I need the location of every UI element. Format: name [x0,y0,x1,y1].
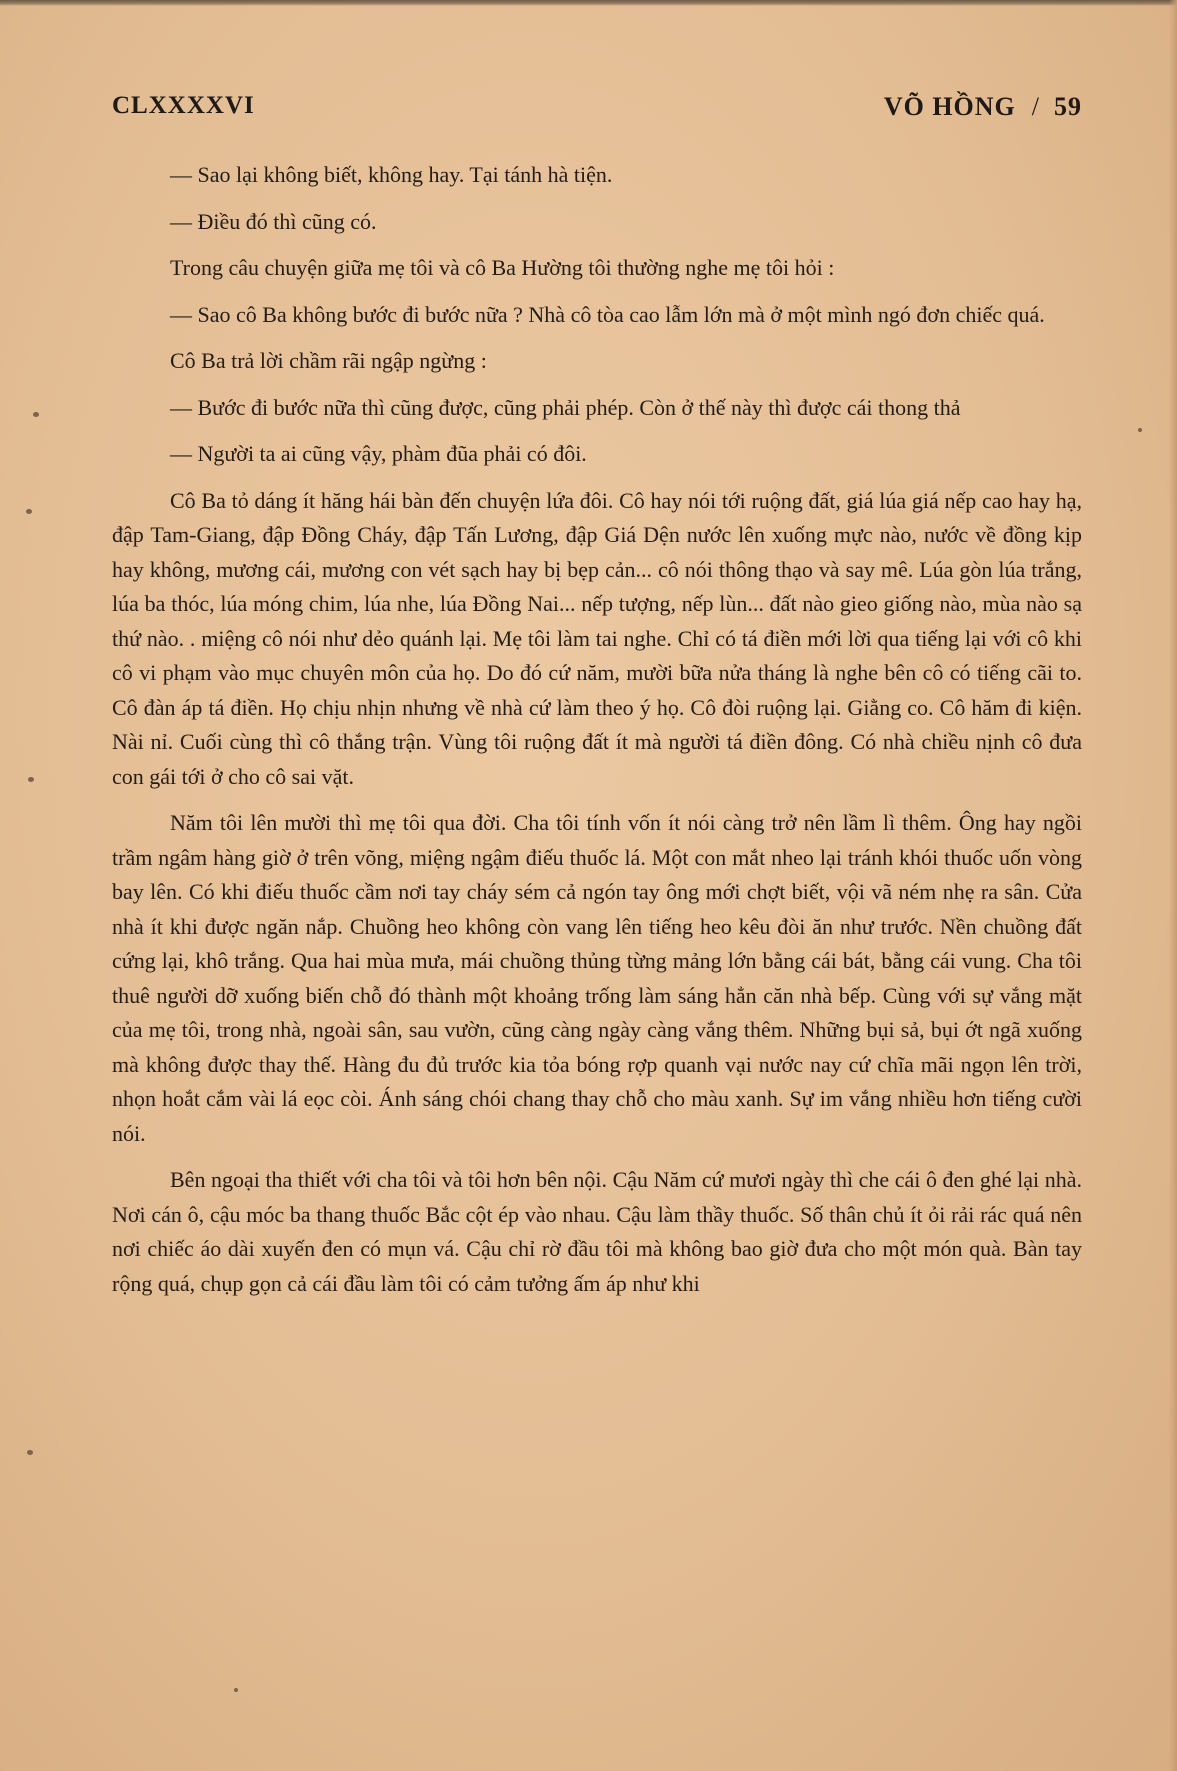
author-page-number [884,92,1082,122]
paragraph: — Sao cô Ba không bước đi bước nữa ? Nhà cô tòa cao lẫm lớn mà ở một mình ngó đơn chiếc quá. [170,301,1045,327]
paper-speck [26,509,32,514]
paragraph: Cô Ba trả lời chầm rãi ngập ngừng : [170,348,487,373]
paper-speck [234,1688,238,1692]
paper-speck [33,412,39,417]
paper-speck [28,777,34,782]
paper-speck [27,1450,33,1455]
paragraph: — Sao lại không biết, không hay. Tại tánh hà tiện. [170,162,613,187]
page-right-edge [1169,0,1177,1771]
page-top-edge [0,0,1177,6]
paragraph: — Bước đi bước nữa thì cũng được, cũng phải phép. Còn ở thế này thì được cái thong thả [170,394,961,420]
header-separator: / [1031,92,1040,121]
paragraph: Cô Ba tỏ dáng ít hăng hái bàn đến chuyện lứa đôi. Cô hay nói tới ruộng đất, giá lúa giá nếp cao hay hạ, đập Tam-Giang, đập Đồng Cháy, đập Tấn Lương, đập Giá Dện nước lên xuống mực nào, nước về đồng kịp hay không, mương cái, mương con vét sạch hay bị bẹp cản... cô nói thông thạo và say mê. Lúa gòn lúa trắng, lúa ba thóc, lúa móng chim, lúa nhe, lúa Đồng Nai... nếp tượng, nếp lùn... đất nào gieo giống nào, mùa nào sạ thứ nào. . miệng cô nói như dẻo quánh lại. Mẹ tôi làm tai nghe. Chỉ có tá điền mới lời qua tiếng lại với cô khi cô vi phạm vào mục chuyên môn của họ. Do đó cứ năm, mười bữa nửa tháng là nghe bên cô có tiếng cãi to. Cô đàn áp tá điền. Họ chịu nhịn nhưng về nhà cứ làm theo ý họ. Cô đòi ruộng lại. Giằng co. Cô hăm đi kiện. Nài nỉ. Cuối cùng thì cô thắng trận. Vùng tôi ruộng đất ít mà người tá điền đông. Có nhà chiều nịnh cô đưa con gái tới ở cho cô sai vặt. [112,487,1082,789]
paragraph: — Người ta ai cũng vậy, phàm đũa phải có đôi. [170,441,587,466]
paragraph: Năm tôi lên mười thì mẹ tôi qua đời. Cha tôi tính vốn ít nói càng trở nên lầm lì thêm. Ông hay ngồi trầm ngâm hàng giờ ở trên võng, miệng ngậm điếu thuốc lá. Một con mắt nheo lại tránh khói thuốc uốn vòng bay lên. Có khi điếu thuốc cầm nơi tay cháy sém cả ngón tay ông mới chợt biết, vội vã ném nhẹ ra sân. Cửa nhà ít khi được ngăn nắp. Chuồng heo không còn vang lên tiếng heo kêu đòi ăn như trước. Nền chuồng đất cứng lại, khô trắng. Qua hai mùa mưa, mái chuồng thủng từng mảng lớn bằng cái bát, bằng cái vung. Cha tôi thuê người dỡ xuống biến chỗ đó thành một khoảng trống làm sáng hẳn căn nhà bếp. Cùng với sự vắng mặt của mẹ tôi, trong nhà, ngoài sân, sau vườn, cũng càng ngày càng vắng thêm. Những bụi sả, bụi ớt ngã xuống mà không được thay thế. Hàng đu đủ trước kia tỏa bóng rợp quanh vại nước nay cứ chĩa mãi ngọn lên trời, nhọn hoắt cắm vài lá eọc còi. Ánh sáng chói chang thay chỗ cho màu xanh. Sự im vắng nhiều hơn tiếng cười nói. [112,810,1082,1146]
paragraph: Trong câu chuyện giữa mẹ tôi và cô Ba Hường tôi thường nghe mẹ tôi hỏi : [170,255,835,280]
paragraph: Bên ngoại tha thiết với cha tôi và tôi hơn bên nội. Cậu Năm cứ mươi ngày thì che cái ô đen ghé lại nhà. Nơi cán ô, cậu móc ba thang thuốc Bắc cột ép vào nhau. Cậu làm thầy thuốc. Số thân chủ ít ỏi rải rác quá nên nơi chiếc áo dài xuyến đen có mụn vá. Cậu chỉ rờ đầu tôi mà không bao giờ đưa cho một món quà. Bàn tay rộng quá, chụp gọn cả cái đầu làm tôi có cảm tưởng ấm áp như khi [112,1167,1082,1296]
page-number: 59 [1054,92,1082,121]
paragraph: — Điều đó thì cũng có. [170,208,377,234]
chapter-number: CLXXXXVI [112,92,255,119]
author-name: VÕ HỒNG [883,92,1016,121]
page-body-text [112,158,1082,1301]
paper-speck [1138,428,1142,432]
running-header [112,92,1082,128]
